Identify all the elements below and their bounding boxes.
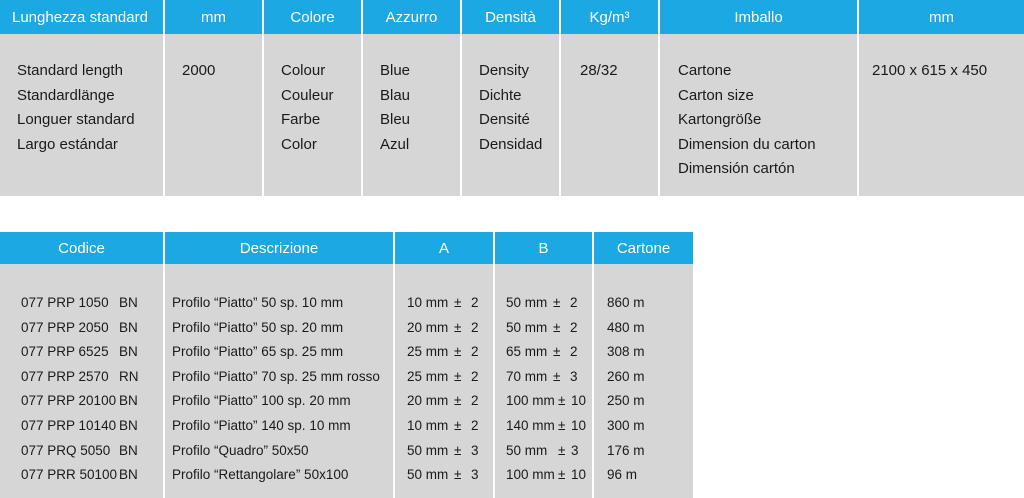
plus-minus-sign: ± — [553, 319, 561, 335]
table-row-cell — [495, 463, 592, 488]
spec-line: Azul — [380, 135, 410, 153]
table-row-cell — [594, 291, 693, 316]
tolerance-b: 3 — [570, 368, 578, 384]
header-code: Codice — [0, 232, 163, 264]
plus-minus-sign: ± — [454, 344, 462, 360]
table-row-cell — [0, 463, 163, 488]
product-code: 077 PRP 6525 — [21, 344, 109, 360]
product-suffix: BN — [119, 295, 138, 310]
spec-line: Kartongröße — [678, 111, 762, 128]
carton-length: 260 m — [607, 368, 645, 384]
product-suffix: BN — [119, 319, 138, 335]
dimension-b: 140 mm — [506, 417, 555, 433]
table-row-cell — [165, 414, 393, 439]
header-b: B — [495, 232, 592, 264]
plus-minus-sign: ± — [553, 368, 561, 384]
carton-length: 250 m — [607, 393, 645, 409]
plus-minus-sign: ± — [553, 295, 561, 310]
spec-line: Cartone — [678, 62, 732, 79]
plus-minus-sign: ± — [454, 368, 462, 384]
header-dimensions: mm — [859, 0, 1024, 34]
spec-cell-colour — [264, 34, 361, 196]
plus-minus-sign: ± — [558, 393, 566, 409]
table-row-cell — [594, 439, 693, 464]
header-mm: mm — [165, 0, 262, 34]
product-suffix: BN — [119, 467, 138, 483]
carton-length: 300 m — [607, 417, 645, 433]
dimension-a: 25 mm — [407, 344, 449, 360]
table-row-cell — [495, 340, 592, 365]
plus-minus-sign: ± — [553, 344, 561, 360]
tolerance-b: 2 — [570, 344, 578, 360]
product-code: 077 PRP 2570 — [21, 368, 109, 384]
tolerance-a: 2 — [471, 295, 479, 310]
dimension-b: 50 mm — [506, 295, 548, 310]
tolerance-a: 2 — [471, 319, 479, 335]
spec-line: Dichte — [479, 86, 522, 104]
table-row-cell — [395, 316, 493, 341]
tolerance-a: 2 — [471, 344, 479, 360]
dimension-b: 65 mm — [506, 344, 548, 360]
product-suffix: BN — [119, 393, 138, 409]
spec-line: Standard length — [17, 62, 123, 79]
product-code: 077 PRP 1050 — [21, 295, 109, 310]
plus-minus-sign: ± — [454, 393, 462, 409]
dimension-b: 50 mm — [506, 442, 548, 458]
carton-length: 176 m — [607, 442, 645, 458]
product-suffix: BN — [119, 442, 138, 458]
dimension-b: 100 mm — [506, 393, 555, 409]
product-code: 077 PRQ 5050 — [21, 442, 111, 458]
spec-line: Farbe — [281, 111, 321, 128]
table-row-cell — [395, 291, 493, 316]
product-suffix: BN — [119, 344, 138, 360]
spec-cell-density — [462, 34, 559, 196]
spec-line: Blue — [380, 62, 411, 79]
table-row-cell — [395, 389, 493, 414]
tolerance-b: 10 — [571, 393, 587, 409]
table-row-cell — [165, 316, 393, 341]
spec-line: Densidad — [479, 135, 543, 153]
table-row-cell — [0, 414, 163, 439]
table-row-cell — [165, 340, 393, 365]
spec-line: Carton size — [678, 86, 754, 104]
header-carton: Cartone — [594, 232, 693, 264]
table-row-cell — [165, 389, 393, 414]
dimension-b: 50 mm — [506, 319, 548, 335]
header-packaging: Imballo — [660, 0, 857, 34]
tolerance-a: 2 — [471, 417, 479, 433]
plus-minus-sign: ± — [558, 467, 566, 483]
table-row-cell — [0, 340, 163, 365]
product-description: Profilo “Piatto” 50 sp. 10 mm — [172, 295, 344, 310]
spec-line: Dimensión cartón — [678, 160, 795, 177]
spec-line: Standardlänge — [17, 86, 115, 104]
spec-line: Colour — [281, 62, 326, 79]
tolerance-b: 10 — [571, 417, 587, 433]
tolerance-a: 2 — [471, 368, 479, 384]
table-row-cell — [165, 365, 393, 390]
dimension-a: 10 mm — [407, 295, 449, 310]
dimension-b: 100 mm — [506, 467, 555, 483]
table-row-cell — [395, 340, 493, 365]
product-code: 077 PRP 2050 — [21, 319, 109, 335]
tolerance-b: 3 — [571, 442, 579, 458]
column-body-code — [0, 264, 163, 498]
spec-cell-standard-length — [0, 34, 163, 196]
table-row-cell — [594, 463, 693, 488]
dimension-a: 20 mm — [407, 393, 449, 409]
tolerance-b: 2 — [570, 295, 578, 310]
table-row-cell — [0, 389, 163, 414]
table-row-cell — [0, 316, 163, 341]
dimension-a: 25 mm — [407, 368, 449, 384]
table-row-cell — [395, 463, 493, 488]
tolerance-b: 10 — [571, 467, 587, 483]
tolerance-a: 2 — [471, 393, 479, 409]
table-row-cell — [395, 414, 493, 439]
header-density: Densità — [462, 0, 559, 34]
plus-minus-sign: ± — [454, 295, 462, 310]
table-row-cell — [594, 316, 693, 341]
plus-minus-sign: ± — [454, 417, 462, 433]
spec-line: Dimension du carton — [678, 135, 816, 153]
plus-minus-sign: ± — [558, 417, 566, 433]
spec-line: Color — [281, 135, 317, 153]
spec-cell-kgm3 — [561, 34, 658, 196]
product-code: 077 PRP 10140 — [21, 417, 117, 433]
spec-cell-mm — [165, 34, 262, 196]
product-suffix: BN — [119, 417, 138, 433]
spec-line: 2000 — [182, 62, 216, 79]
table-row-cell — [0, 291, 163, 316]
product-suffix: RN — [119, 368, 139, 384]
table-row-cell — [495, 316, 592, 341]
product-description: Profilo “Piatto” 70 sp. 25 mm rosso — [172, 368, 380, 384]
spec-line: Blau — [380, 86, 411, 104]
spec-line: Densité — [479, 111, 530, 128]
table-row-cell — [495, 291, 592, 316]
spec-cell-packaging — [660, 34, 857, 196]
table-row-cell — [165, 291, 393, 316]
product-description: Profilo “Rettangolare” 50x100 — [172, 467, 349, 483]
table-row-cell — [594, 340, 693, 365]
table-row-cell — [495, 389, 592, 414]
product-description: Profilo “Piatto” 140 sp. 10 mm — [172, 417, 351, 433]
product-description: Profilo “Piatto” 50 sp. 20 mm — [172, 319, 344, 335]
table-row-cell — [395, 365, 493, 390]
dimension-a: 10 mm — [407, 417, 449, 433]
spec-cell-dimensions — [859, 34, 1024, 196]
table-row-cell — [495, 414, 592, 439]
tolerance-a: 3 — [471, 442, 479, 458]
table-row-cell — [495, 439, 592, 464]
column-body-b — [495, 264, 592, 498]
table-row-cell — [0, 439, 163, 464]
spec-line: 2100 x 615 x 450 — [872, 62, 988, 79]
spec-line: Longuer standard — [17, 111, 135, 128]
table-row-cell — [165, 439, 393, 464]
header-kgm3: Kg/m³ — [561, 0, 658, 34]
product-description: Profilo “Piatto” 65 sp. 25 mm — [172, 344, 344, 360]
header-description: Descrizione — [165, 232, 393, 264]
column-body-carton — [594, 264, 693, 498]
carton-length: 480 m — [607, 319, 645, 335]
spec-line: Largo estándar — [17, 135, 118, 153]
plus-minus-sign: ± — [454, 467, 462, 483]
product-description: Profilo “Quadro” 50x50 — [172, 442, 309, 458]
spec-line: Couleur — [281, 86, 334, 104]
dimension-b: 70 mm — [506, 368, 548, 384]
spec-cell-blue — [363, 34, 460, 196]
spec-line: Bleu — [380, 111, 411, 128]
spec-line: Density — [479, 62, 530, 79]
table-row-cell — [594, 389, 693, 414]
product-code: 077 PRP 20100 — [21, 393, 117, 409]
table-row-cell — [165, 463, 393, 488]
tolerance-a: 3 — [471, 467, 479, 483]
table-row-cell — [594, 414, 693, 439]
carton-length: 308 m — [607, 344, 645, 360]
header-standard-length: Lunghezza standard — [0, 0, 163, 34]
table-row-cell — [395, 439, 493, 464]
table-row-cell — [0, 365, 163, 390]
header-colour: Colore — [264, 0, 361, 34]
dimension-a: 50 mm — [407, 467, 449, 483]
plus-minus-sign: ± — [558, 442, 566, 458]
column-body-description — [165, 264, 393, 498]
plus-minus-sign: ± — [454, 319, 462, 335]
table-row-cell — [594, 365, 693, 390]
dimension-a: 50 mm — [407, 442, 449, 458]
dimension-a: 20 mm — [407, 319, 449, 335]
spec-line: 28/32 — [580, 62, 618, 79]
header-a: A — [395, 232, 493, 264]
header-blue: Azzurro — [363, 0, 460, 34]
plus-minus-sign: ± — [454, 442, 462, 458]
product-code: 077 PRR 50100 — [21, 467, 118, 483]
carton-length: 96 m — [607, 467, 638, 483]
table-row-cell — [495, 365, 592, 390]
product-description: Profilo “Piatto” 100 sp. 20 mm — [172, 393, 351, 409]
column-body-a — [395, 264, 493, 498]
tolerance-b: 2 — [570, 319, 578, 335]
carton-length: 860 m — [607, 295, 645, 310]
